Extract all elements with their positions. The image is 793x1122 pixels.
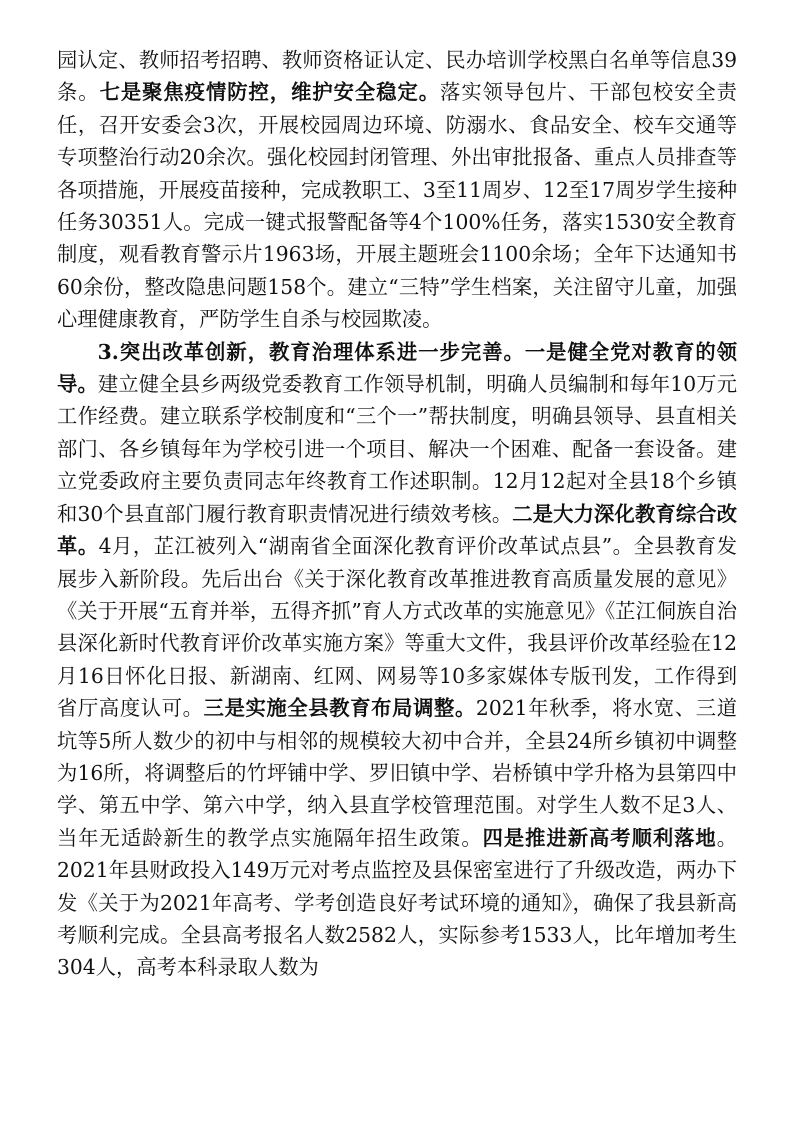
text-run: 4月，芷江被列入“湖南省全面深化教育评价改革试点县”。全县教育发展步入新阶段。先后出台《关于深化教育改革推进教育高质量发展的意见》《关于开展“五育并举，五得齐抓”育人方式改革的实施意见》《芷江侗族自治县深化新时代教育评价改革实施方案》等重大文件，我县评价改革经验在12月16日怀化日报、新湖南、红网、网易等10多家媒体专版刊发，工作得到省厅高度认可。 [57, 534, 737, 721]
bold-heading-run: 三是实施全县教育布局调整。 [203, 696, 476, 721]
bold-heading-run: 七是聚焦疫情防控，维护安全稳定。 [99, 80, 441, 105]
text-run: 。2021年县财政投入149万元对考点监控及县保密室进行了升级改造，两办下发《关于为2021年高考、学考创造良好考试环境的通知》，确保了我县新高考顺利完成。全县高考报名人数2582人，实际参考1533人，比年增加考生304人，高考本科录取人数为 [57, 825, 737, 980]
bold-heading-run: 一是健全党对教育的领导。 [57, 339, 737, 397]
text-run: 落实领导包片、干部包校安全责任，召开安委会3次，开展校园周边环境、防溺水、食品安全、校车交通等专项整治行动20余次。强化校园封闭管理、外出审批报备、重点人员排查等各项措施，开展疫苗接种，完成教职工、3至11周岁、12至17周岁学生接种任务30351人。完成一键式报警配备等4个100%任务，落实1530安全教育制度，观看教育警示片1963场，开展主题班会1100余场；全年下达通知书60余份，整改隐患问题158个。建立“三特”学生档案，关注留守儿童，加强心理健康教育，严防学生自杀与校园欺凌。 [57, 80, 737, 332]
bold-heading-run: 四是推进新高考顺利落地 [482, 825, 717, 850]
paragraph-safety [57, 44, 737, 336]
bold-heading-run: 二是大力深化教育综合改革。 [57, 501, 737, 559]
text-run: 2021年秋季，将水宽、三道坑等5所人数少的初中与相邻的规模较大初中合并，全县24所乡镇初中调整为16所，将调整后的竹坪铺中学、罗旧镇中学、岩桥镇中学升格为县第四中学、第五中学、第六中学，纳入县直学校管理范围。对学生人数不足3人、当年无适龄新生的教学点实施隔年招生政策。 [57, 696, 737, 850]
section-heading-run: 3.突出改革创新，教育治理体系进一步完善。 [97, 339, 525, 364]
paragraph-reform [57, 336, 737, 984]
text-run: 建立健全县乡两级党委教育工作领导机制，明确人员编制和每年10万元工作经费。建立联系学校制度和“三个一”帮扶制度，明确县领导、县直相关部门、各乡镇每年为学校引进一个项目、解决一个困难、配备一套设备。建立党委政府主要负责同志年终教育工作述职制。12月12起对全县18个乡镇和30个县直部门履行教育职责情况进行绩效考核。 [57, 372, 737, 526]
text-run: 园认定、教师招考招聘、教师资格证认定、民办培训学校黑白名单等信息39条。 [57, 48, 737, 105]
